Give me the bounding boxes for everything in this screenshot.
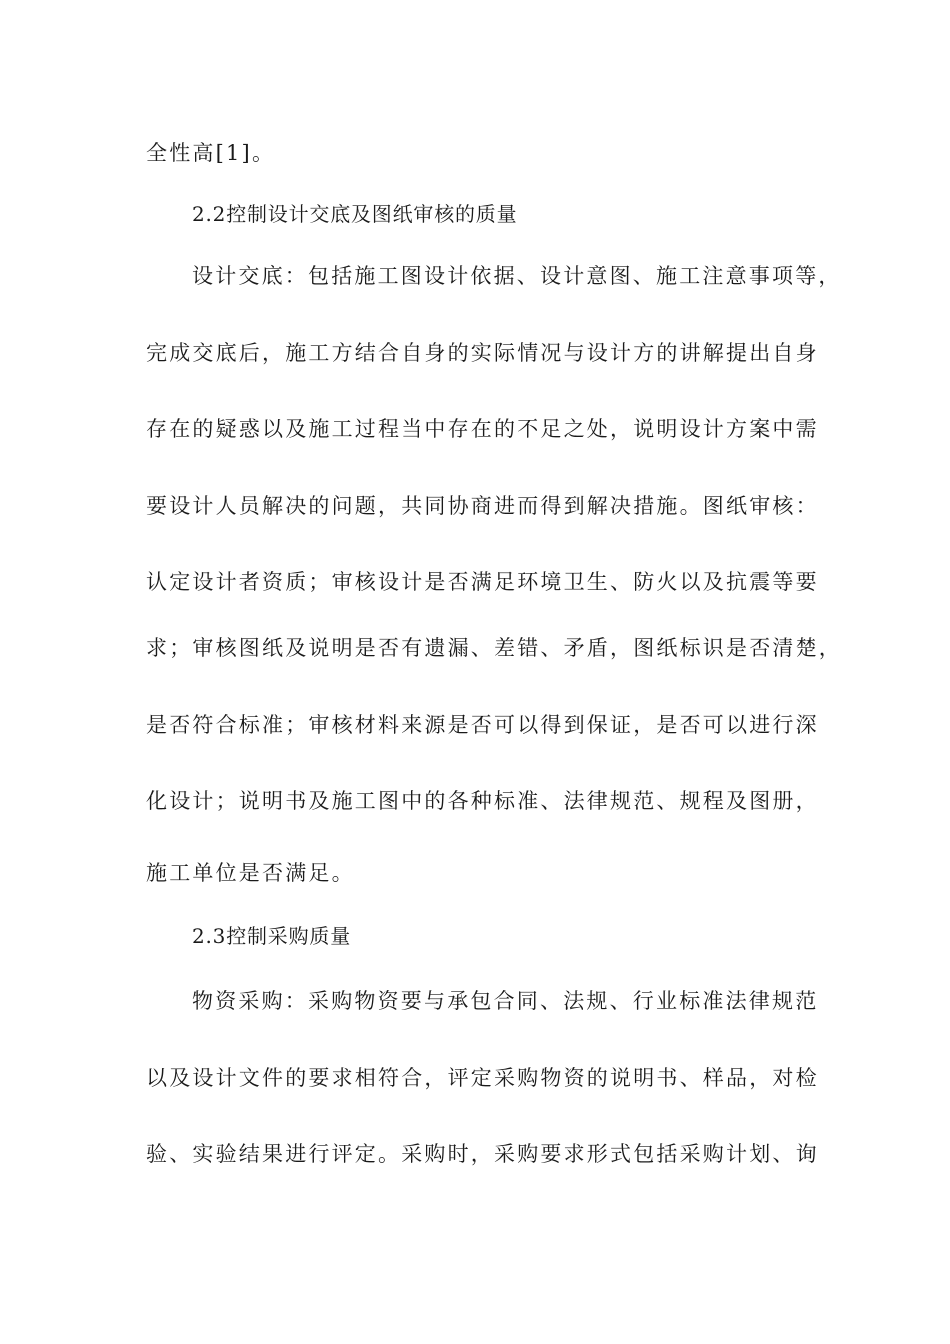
paragraph-line: 存在的疑惑以及施工过程当中存在的不足之处，说明设计方案中需 <box>146 417 819 441</box>
paragraph-line: 设计交底：包括施工图设计依据、设计意图、施工注意事项等， <box>192 264 842 288</box>
paragraph-line: 化设计；说明书及施工图中的各种标准、法律规范、规程及图册， <box>146 789 819 813</box>
paragraph-line: 以及设计文件的要求相符合，评定采购物资的说明书、样品，对检 <box>146 1066 819 1090</box>
paragraph-line: 是否符合标准；审核材料来源是否可以得到保证，是否可以进行深 <box>146 713 819 737</box>
paragraph-line: 物资采购：采购物资要与承包合同、法规、行业标准法律规范 <box>192 989 819 1013</box>
paragraph-line: 求；审核图纸及说明是否有遗漏、差错、矛盾，图纸标识是否清楚， <box>146 636 842 660</box>
section-heading-2-2: 2.2控制设计交底及图纸审核的质量 <box>192 202 518 226</box>
paragraph-line: 认定设计者资质；审核设计是否满足环境卫生、防火以及抗震等要 <box>146 570 819 594</box>
paragraph-line: 验、实验结果进行评定。采购时，采购要求形式包括采购计划、询 <box>146 1142 819 1166</box>
paragraph-line: 全性高[1]。 <box>146 141 276 165</box>
paragraph-line: 完成交底后，施工方结合自身的实际情况与设计方的讲解提出自身 <box>146 341 819 365</box>
section-heading-2-3: 2.3控制采购质量 <box>192 924 352 948</box>
paragraph-line: 要设计人员解决的问题，共同协商进而得到解决措施。图纸审核： <box>146 494 819 518</box>
paragraph-line: 施工单位是否满足。 <box>146 861 355 885</box>
